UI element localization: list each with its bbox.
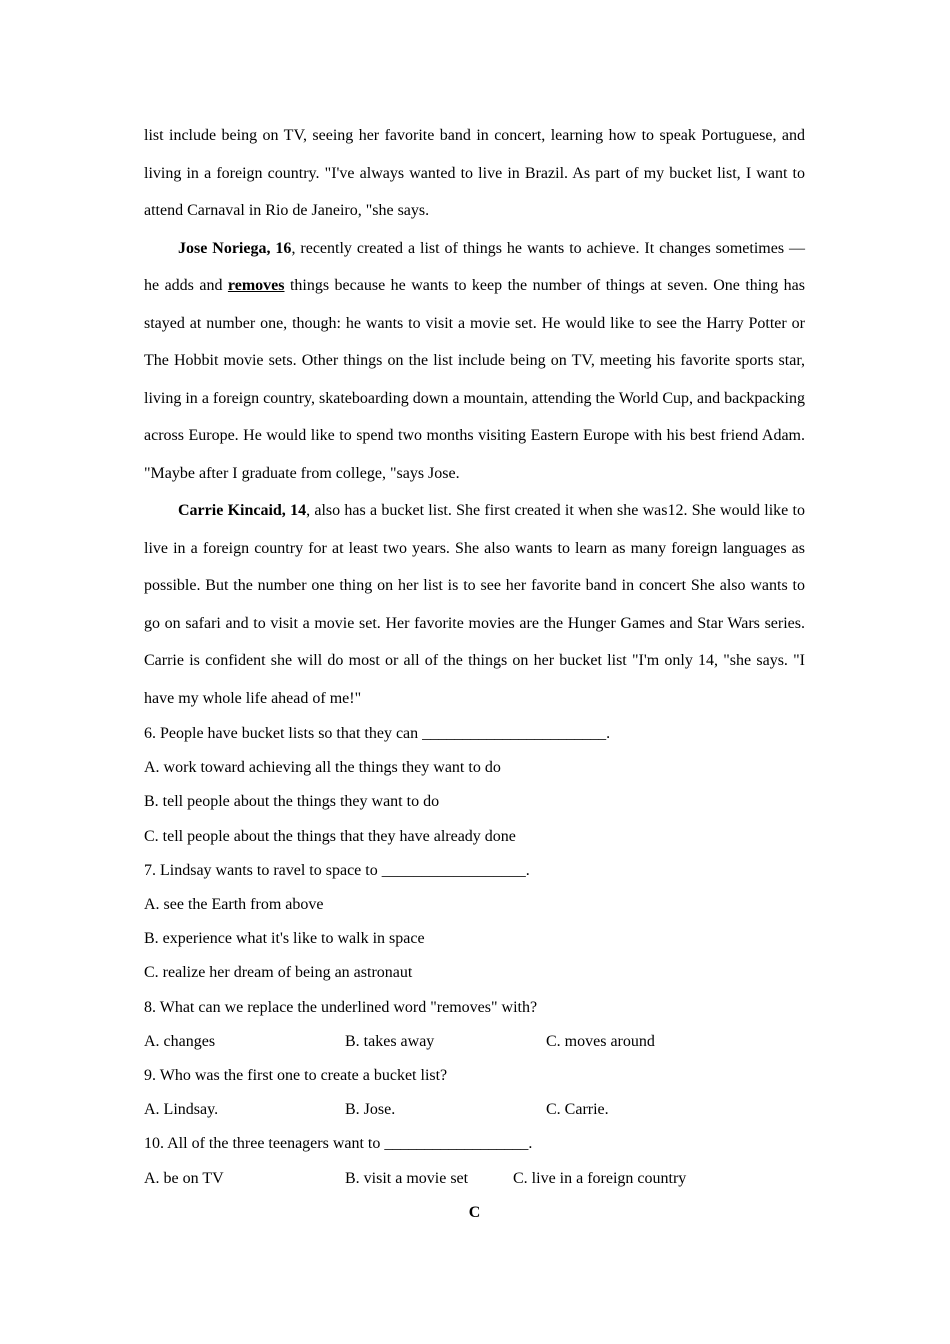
question-10-option-b: B. visit a movie set [345,1169,469,1187]
question-7: 7. Lindsay wants to ravel to space to __________________. [144,861,530,879]
question-9-option-b: B. Jose. [345,1101,396,1119]
question-7-option-a: A. see the Earth from above [144,896,324,914]
passage-paragraph-2 [144,230,805,493]
passage-paragraph-3 [144,492,805,717]
question-8: 8. What can we replace the underlined word "removes" with? [144,998,538,1016]
section-heading: C [468,1203,481,1221]
question-7-option-c: C. realize her dream of being an astronaut [144,964,413,982]
question-8-option-b: B. takes away [345,1032,435,1050]
question-10-options [144,1162,805,1196]
person-name-carrie: Carrie Kincaid, 14 [178,502,307,519]
question-6: 6. People have bucket lists so that they can _______________________. [144,725,611,742]
question-9-options [144,1093,805,1127]
question-6-option-a: A. work toward achieving all the things they want to do [144,759,501,777]
question-8-options [144,1025,805,1059]
paragraph-2-text-a: , recently created a list of things he wants to achieve. It changes sometimes — he adds and [144,239,806,294]
question-10-option-c: C. live in a foreign country [513,1169,687,1187]
paragraph-2-text-b: things because he wants to keep the number of things at seven. One thing has stayed at number one, though: he wants to visit a movie set. He would like to see the Harry Potter or The Hobbit movie sets. Other things on the list include being on TV, meeting his favorite sports star, living in a foreign country, skateboarding down a mountain, attending the World Cup, and backpacking across Europe. He would like to spend two months visiting Eastern Europe with his best friend Adam. "Maybe after I graduate from college, "says Jose. [144,277,805,482]
question-9-option-c: C. Carrie. [546,1101,609,1119]
question-9-option-a: A. Lindsay. [144,1101,219,1119]
question-6-option-b: B. tell people about the things they want to do [144,793,440,811]
passage-paragraph-1: list include being on TV, seeing her favorite band in concert, learning how to speak Portuguese, and living in a foreign country. "I've always wanted to live in Brazil. As part of my bucket list, I want to attend Carnaval in Rio de Janeiro, "she says. [144,127,805,219]
question-10: 10. All of the three teenagers want to __________________. [144,1135,533,1153]
question-8-option-a: A. changes [144,1032,216,1050]
person-name-jose: Jose Noriega, 16 [178,239,292,257]
question-9: 9. Who was the first one to create a bucket list? [144,1067,448,1085]
question-6-option-c: C. tell people about the things that they have already done [144,827,516,845]
underlined-word-removes: removes [227,277,285,294]
question-10-option-a: A. be on TV [144,1169,224,1187]
paragraph-3-text: , also has a bucket list. She first created it when she was12. She would like to live in a foreign country for at least two years. She also wants to learn as many foreign languages as possible. But the number one thing on her list is to see her favorite band in concert She also wants to go on safari and to visit a movie set. Her favorite movies are the Hunger Games and Star Wars series. Carrie is confident she will do most or all of the things on her bucket list "I'm only 14, "she says. "I have my whole life ahead of me!" [144,502,806,707]
document-page [144,117,805,1230]
question-8-option-c: C. moves around [546,1032,655,1050]
question-7-option-b: B. experience what it's like to walk in space [144,930,425,948]
